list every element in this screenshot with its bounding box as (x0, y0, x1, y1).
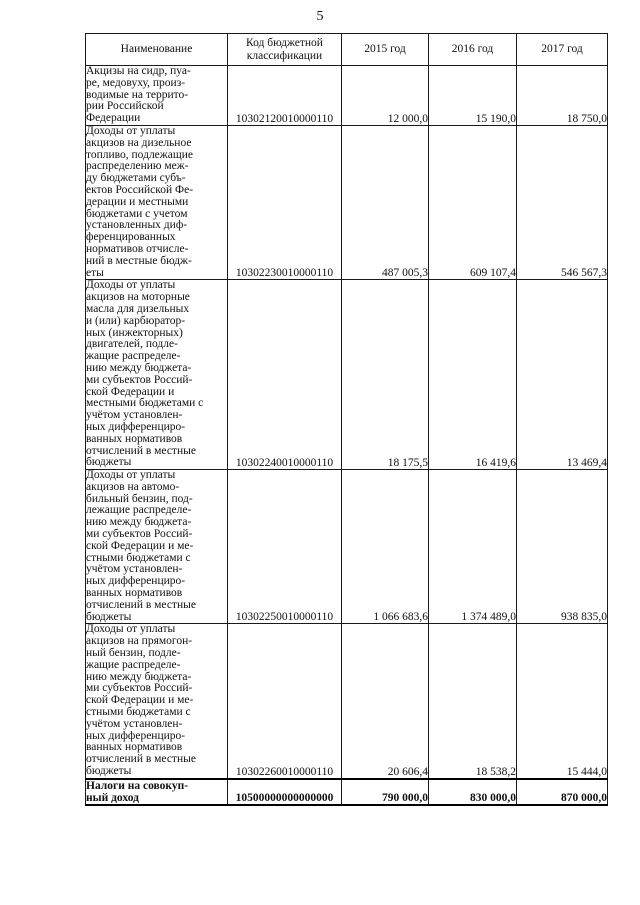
row-name-line: ный бензин, подле- (86, 647, 181, 660)
row-name-line: бюджеты (86, 610, 132, 623)
budget-revenue-table (85, 33, 608, 806)
row-name (86, 624, 228, 779)
header-code (228, 34, 342, 66)
row-code: 10302230010000110 (228, 125, 342, 279)
row-name-line: установленных диф- (86, 219, 188, 232)
row-value-2017: 18 750,0 (517, 66, 608, 126)
row-value-2015: 12 000,0 (342, 66, 429, 126)
row-name-line: распределению меж- (86, 160, 189, 173)
row-name-line: ми субъектов Россий- (86, 682, 193, 695)
row-name-line: ми субъектов Россий- (86, 528, 193, 541)
row-name-line: отчислений в местные (86, 598, 196, 611)
row-name-line: бильный бензин, под- (86, 492, 193, 505)
header-2015: 2015 год (342, 34, 429, 66)
row-value-2017: 546 567,3 (517, 125, 608, 279)
row-value-2016: 609 107,4 (429, 125, 517, 279)
row-name-line: ный доход (86, 791, 139, 804)
row-name-line: рии Российской (86, 100, 164, 113)
row-name-line: ванных нормативов (86, 741, 183, 754)
row-name-line: бюджеты (86, 456, 132, 469)
row-name (86, 125, 228, 279)
row-name-line: Акцизы на сидр, пуа- (86, 65, 191, 77)
row-name-line: учётом установлен- (86, 409, 183, 422)
row-name-line: акцизов на автомо- (86, 480, 180, 493)
row-code: 10302260010000110 (228, 624, 342, 779)
row-code: 10302120010000110 (228, 66, 342, 126)
row-name-line: водимые на террито- (86, 88, 189, 101)
row-name-line: ных дифференциро- (86, 420, 186, 433)
table-row (86, 624, 608, 779)
header-code-line1: Код бюджетной (246, 36, 323, 49)
row-name-line: Налоги на совокуп- (86, 779, 189, 792)
row-value-2017: 15 444,0 (517, 624, 608, 779)
row-name-line: лежащие распределе- (86, 504, 192, 517)
row-name-line: нию между бюджета- (86, 670, 192, 683)
row-name-line: Федерации (86, 112, 141, 125)
row-name-line: жащие распределе- (86, 658, 181, 671)
row-name-line: стными бюджетами с (86, 551, 191, 564)
row-code: 10500000000000000 (228, 779, 342, 805)
row-value-2017: 13 469,4 (517, 280, 608, 470)
row-name-line: местными бюджетами с (86, 397, 204, 410)
row-value-2017: 870 000,0 (517, 779, 608, 805)
row-name-line: ных дифференциро- (86, 729, 186, 742)
row-name-line: еты (86, 266, 104, 279)
row-name-line: Доходы от уплаты (86, 279, 176, 292)
row-name-line: ных (инжекторных) (86, 326, 183, 339)
row-name-line: Доходы от уплаты (86, 623, 176, 636)
row-value-2015: 1 066 683,6 (342, 470, 429, 624)
header-name: Наименование (86, 34, 228, 66)
row-name (86, 779, 228, 805)
row-name-line: двигателей, подле- (86, 338, 178, 351)
row-name-line: бюджетами с учетом (86, 207, 188, 220)
row-value-2017: 938 835,0 (517, 470, 608, 624)
row-name (86, 66, 228, 126)
row-value-2016: 830 000,0 (429, 779, 517, 805)
row-name-line: топливо, подлежащие (86, 148, 193, 161)
row-value-2015: 790 000,0 (342, 779, 429, 805)
row-value-2015: 487 005,3 (342, 125, 429, 279)
header-2016: 2016 год (429, 34, 517, 66)
row-name-line: ний в местные бюдж- (86, 254, 192, 267)
table-row (86, 125, 608, 279)
row-name (86, 280, 228, 470)
row-name-line: отчислений в местные (86, 753, 196, 766)
row-name-line: акцизов на прямогон- (86, 635, 193, 648)
row-name (86, 470, 228, 624)
header-code-line2: классификации (246, 49, 323, 62)
row-value-2016: 15 190,0 (429, 66, 517, 126)
table-row (86, 280, 608, 470)
row-name-line: Доходы от уплаты (86, 469, 176, 482)
row-code: 10302250010000110 (228, 470, 342, 624)
row-code: 10302240010000110 (228, 280, 342, 470)
row-name-line: ванных нормативов (86, 432, 183, 445)
row-name-line: ре, медовуху, произ- (86, 76, 186, 89)
row-name-line: ду бюджетами субъ- (86, 172, 186, 185)
row-name-line: ванных нормативов (86, 587, 183, 600)
table-row (86, 470, 608, 624)
table-body (86, 66, 608, 805)
row-name-line: отчислений в местные (86, 444, 196, 457)
row-value-2016: 18 538,2 (429, 624, 517, 779)
row-name-line: ми субъектов Россий- (86, 373, 193, 386)
table-row-total (86, 779, 608, 805)
table-header-row (86, 34, 608, 66)
row-name-line: и (или) карбюратор- (86, 314, 186, 327)
row-name-line: ской Федерации и ме- (86, 539, 194, 552)
page-number: 5 (316, 9, 324, 24)
table-row (86, 66, 608, 126)
row-name-line: нию между бюджета- (86, 361, 192, 374)
row-name-line: акцизов на дизельное (86, 136, 192, 149)
row-name-line: ференцированных (86, 231, 176, 244)
row-value-2016: 16 419,6 (429, 280, 517, 470)
row-name-line: жащие распределе- (86, 350, 181, 363)
row-value-2015: 18 175,5 (342, 280, 429, 470)
row-name-line: бюджеты (86, 765, 132, 778)
header-2017: 2017 год (517, 34, 608, 66)
row-name-line: учётом установлен- (86, 717, 183, 730)
row-name-line: учётом установлен- (86, 563, 183, 576)
row-name-line: ных дифференциро- (86, 575, 186, 588)
row-name-line: нормативов отчисле- (86, 242, 189, 255)
row-name-line: ской Федерации и ме- (86, 694, 194, 707)
row-name-line: дерации и местными (86, 195, 189, 208)
row-name-line: нию между бюджета- (86, 516, 192, 529)
row-value-2015: 20 606,4 (342, 624, 429, 779)
row-name-line: стными бюджетами с (86, 706, 191, 719)
row-name-line: ектов Российской Фе- (86, 183, 194, 196)
row-name-line: акцизов на моторные (86, 291, 190, 304)
row-value-2016: 1 374 489,0 (429, 470, 517, 624)
row-name-line: ской Федерации и (86, 385, 175, 398)
row-name-line: Доходы от уплаты (86, 124, 176, 137)
row-name-line: масла для дизельных (86, 302, 190, 315)
